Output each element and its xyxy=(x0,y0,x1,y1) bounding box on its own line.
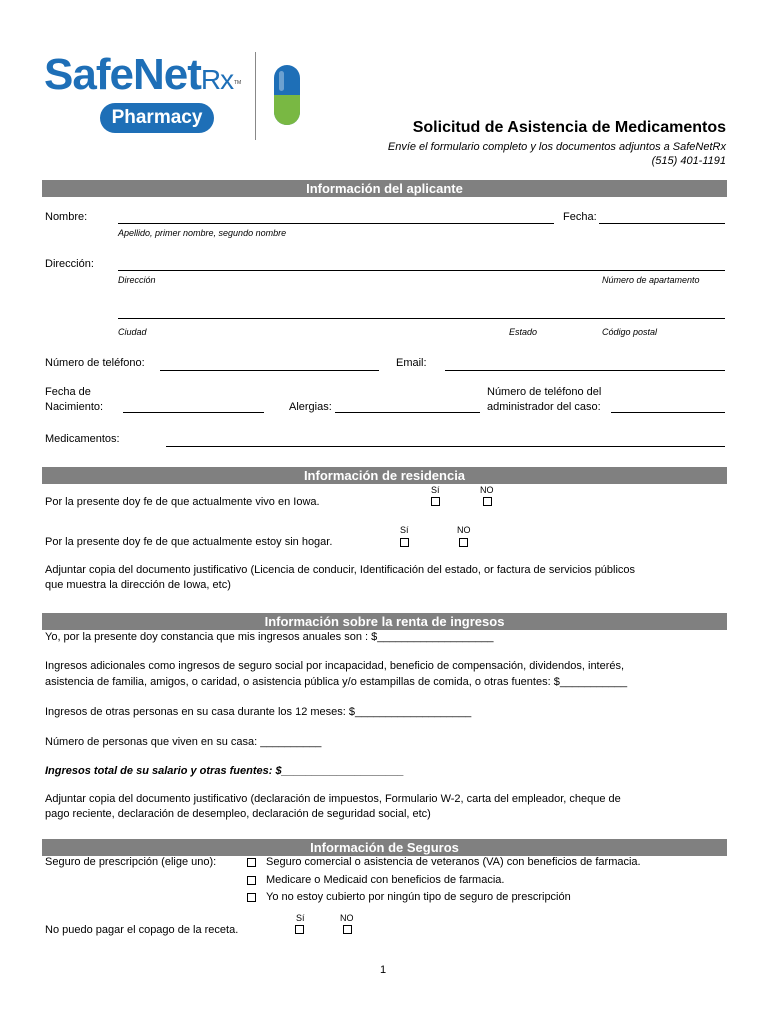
commercial-va-option: Seguro comercial o asistencia de veteranos (VA) con beneficios de farmacia. xyxy=(266,856,641,868)
iowa-yes-checkbox[interactable] xyxy=(431,497,440,506)
phone-field[interactable] xyxy=(160,370,379,371)
case-phone-field[interactable] xyxy=(611,412,725,413)
allergies-field[interactable] xyxy=(335,412,480,413)
residency-no-label-2: NO xyxy=(457,525,471,535)
copay-yes-label: Sí xyxy=(296,913,305,923)
logo-divider xyxy=(255,52,256,140)
residency-no-label-1: NO xyxy=(480,485,494,495)
state-hint: Estado xyxy=(509,327,538,337)
iowa-no-checkbox[interactable] xyxy=(483,497,492,506)
section-income-heading: Información sobre la renta de ingresos xyxy=(42,613,727,630)
capsule-icon xyxy=(273,64,301,126)
commercial-va-checkbox[interactable] xyxy=(247,858,256,867)
residency-attach-line2: que muestra la dirección de Iowa, etc) xyxy=(45,579,231,591)
date-label: Fecha: xyxy=(563,211,597,223)
phone-label: Número de teléfono: xyxy=(45,357,145,369)
medications-label: Medicamentos: xyxy=(45,433,120,445)
total-income-line: Ingresos total de su salario y otras fuentes: $____________________ xyxy=(45,765,404,777)
city-hint: Ciudad xyxy=(118,327,147,337)
no-coverage-checkbox[interactable] xyxy=(247,893,256,902)
pharmacy-badge xyxy=(100,103,214,133)
brand-rx: Rx xyxy=(200,64,234,95)
homeless-yes-checkbox[interactable] xyxy=(400,538,409,547)
section-insurance-heading: Información de Seguros xyxy=(42,839,727,856)
case-phone-label-line1: Número de teléfono del xyxy=(487,386,602,398)
residency-attach-line1: Adjuntar copia del documento justificativo (Licencia de conducir, Identificación del estado, or factura de servicios públicos xyxy=(45,564,636,576)
email-label: Email: xyxy=(396,357,427,369)
medicare-medicaid-checkbox[interactable] xyxy=(247,876,256,885)
dob-label-line2: Nacimiento: xyxy=(45,401,104,413)
no-coverage-option: Yo no estoy cubierto por ningún tipo de seguro de prescripción xyxy=(266,891,571,903)
date-field[interactable] xyxy=(599,223,725,224)
email-field[interactable] xyxy=(445,370,725,371)
medications-field[interactable] xyxy=(166,446,725,447)
brand-main: SafeNet xyxy=(44,50,201,99)
additional-income-line1: Ingresos adicionales como ingresos de seguro social por incapacidad, beneficio de compensación, dividendos, interés, xyxy=(45,660,625,672)
household-income-line: Ingresos de otras personas en su casa durante los 12 meses: $___________________ xyxy=(45,706,472,718)
residency-yes-label-2: Sí xyxy=(400,525,409,535)
city-state-zip-field[interactable] xyxy=(118,318,725,319)
address-hint: Dirección xyxy=(118,275,156,285)
apartment-hint: Número de apartamento xyxy=(602,275,700,285)
residency-question-iowa: Por la presente doy fe de que actualmente vivo en Iowa. xyxy=(45,496,320,508)
income-attach-line2: pago reciente, declaración de desempleo, declaración de seguridad social, etc) xyxy=(45,808,431,820)
address-field[interactable] xyxy=(118,270,725,271)
additional-income-line2: asistencia de familia, amigos, o caridad, o asistencia pública y/o estampillas de comida, o otras fuentes: $___________ xyxy=(45,676,628,688)
address-label: Dirección: xyxy=(45,258,94,270)
rx-insurance-label: Seguro de prescripción (elige uno): xyxy=(45,856,217,868)
form-title: Solicitud de Asistencia de Medicamentos xyxy=(412,119,726,136)
household-size-line: Número de personas que viven en su casa: __________ xyxy=(45,736,322,748)
section-residency-heading: Información de residencia xyxy=(42,467,727,484)
copay-no-label: NO xyxy=(340,913,354,923)
annual-income-line: Yo, por la presente doy constancia que mis ingresos anuales son : $___________________ xyxy=(45,631,494,643)
copay-yes-checkbox[interactable] xyxy=(295,925,304,934)
copay-question: No puedo pagar el copago de la receta. xyxy=(45,924,239,936)
case-phone-label-line2: administrador del caso: xyxy=(487,401,601,413)
page-number: 1 xyxy=(380,964,387,976)
trademark-mark: TM xyxy=(234,80,242,86)
name-hint: Apellido, primer nombre, segundo nombre xyxy=(118,228,287,238)
income-attach-line1: Adjuntar copia del documento justificativo (declaración de impuestos, Formulario W-2, carta del empleador, cheque de xyxy=(45,793,621,805)
name-field[interactable] xyxy=(118,223,554,224)
copay-no-checkbox[interactable] xyxy=(343,925,352,934)
homeless-no-checkbox[interactable] xyxy=(459,538,468,547)
brand-wordmark xyxy=(44,50,233,105)
safenetrx-logo xyxy=(42,48,322,143)
residency-question-homeless: Por la presente doy fe de que actualmente estoy sin hogar. xyxy=(45,536,333,548)
allergies-label: Alergias: xyxy=(289,401,332,413)
dob-label-line1: Fecha de xyxy=(45,386,91,398)
residency-yes-label-1: Sí xyxy=(431,485,440,495)
name-label: Nombre: xyxy=(45,211,88,223)
dob-field[interactable] xyxy=(123,412,264,413)
medicare-medicaid-option: Medicare o Medicaid con beneficios de farmacia. xyxy=(266,874,505,886)
section-applicant-heading: Información del aplicante xyxy=(42,180,727,197)
contact-phone: (515) 401-1191 xyxy=(651,155,726,167)
pharmacy-label: Pharmacy xyxy=(111,107,203,128)
form-subtitle: Envíe el formulario completo y los documentos adjuntos a SafeNetRx xyxy=(387,141,726,153)
zip-hint: Código postal xyxy=(602,327,658,337)
